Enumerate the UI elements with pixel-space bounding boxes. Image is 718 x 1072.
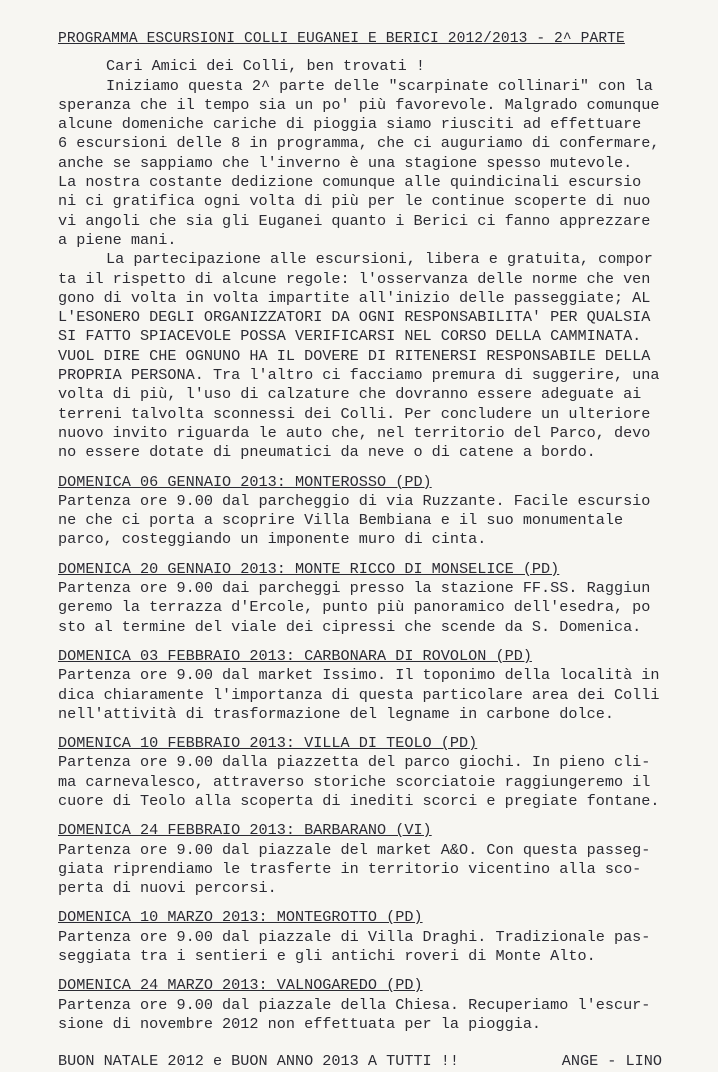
intro xyxy=(58,57,678,462)
event-description: Partenza ore 9.00 dal piazzale di Villa Draghi. Tradizionale pas- seggiata tra i sentieri e gli antichi roveri di Monte Alto. xyxy=(58,927,651,966)
event-section xyxy=(58,473,678,550)
event-description: Partenza ore 9.00 dal market Issimo. Il toponimo della località in dica chiaramente l'importanza di questa particolare area dei Colli nell'attività di trasformazione del legname in carbone dolce. xyxy=(58,666,660,723)
signature: ANGE - LINO xyxy=(561,1052,662,1071)
page-title: PROGRAMMA ESCURSIONI COLLI EUGANEI E BERICI 2012/2013 - 2^ PARTE xyxy=(58,31,625,47)
event-description: Partenza ore 9.00 dal piazzale del market A&O. Con questa passeg- giata riprendiamo le trasferte in territorio vicentino alla sco- perta di nuovi percorsi. xyxy=(58,840,651,898)
event-description: Partenza ore 9.00 dalla piazzetta del parco giochi. In pieno cli- ma carnevalesco, attraverso storiche scorciatoie raggiungeremo il cuore di Teolo alla scoperta di inediti scorci e pregiate fontane. xyxy=(58,753,660,810)
intro-paragraph-1: Iniziamo questa 2^ parte delle "scarpinate collinari" con la speranza che il tempo sia un po' più favorevole. Malgrado comunque alcune domeniche cariche di pioggia siamo riusciti ad effettuare 6 escursioni delle 8 in programma, che ci auguriamo di confermare, anche se sappiamo che l'inverno è una stagione spesso mutevole. xyxy=(58,76,660,172)
event-heading: DOMENICA 10 FEBBRAIO 2013: VILLA DI TEOLO (PD) xyxy=(58,734,478,753)
event-section xyxy=(58,560,678,637)
intro-paragraph-2: La nostra costante dedizione comunque alle quindicinali escursio ni ci gratifica ogni volta di più per le continue scoperte di nuo vi angoli che sia gli Euganei quanto i Berici ci fanno apprezzare a piene mani. xyxy=(58,173,651,249)
event-heading: DOMENICA 24 FEBBRAIO 2013: BARBARANO (VI) xyxy=(58,821,432,840)
event-description: Partenza ore 9.00 dal parcheggio di via Ruzzante. Facile escursio ne che ci porta a scoprire Villa Bembiana e il suo monumentale parco, costeggiando un imponente muro di cinta. xyxy=(58,491,651,549)
event-section xyxy=(58,647,678,724)
event-description: Partenza ore 9.00 dal piazzale della Chiesa. Recuperiamo l'escur- sione di novembre 2012 non effettuata per la pioggia. xyxy=(58,995,651,1033)
event-section xyxy=(58,821,678,898)
greeting: Cari Amici dei Colli, ben trovati ! xyxy=(106,57,425,76)
event-section xyxy=(58,734,678,811)
event-heading: DOMENICA 03 FEBBRAIO 2013: CARBONARA DI ROVOLON (PD) xyxy=(58,646,532,665)
event-heading: DOMENICA 06 GENNAIO 2013: MONTEROSSO (PD) xyxy=(58,472,432,491)
event-section xyxy=(58,976,678,1034)
event-section xyxy=(58,908,678,966)
event-heading: DOMENICA 24 MARZO 2013: VALNOGAREDO (PD) xyxy=(58,976,423,995)
event-heading: DOMENICA 10 MARZO 2013: MONTEGROTTO (PD) xyxy=(58,908,423,927)
intro-paragraph-3: La partecipazione alle escursioni, libera e gratuita, compor ta il rispetto di alcune regole: l'osservanza delle norme che ven gono di volta in volta impartite all'inizio delle passeggiate; AL L'ESONERO DEGLI ORGANIZZATORI DA OGNI RESPONSABILITA' PER QUALSIA SI FATTO SPIACEVOLE POSSA VERIFICARSI NEL CORSO DELLA CAMMINATA. VUOL DIRE CHE OGNUNO HA IL DOVERE DI RITENERSI RESPONSABILE DELLA PROPRIA PERSONA. Tra l'altro ci facciamo premura di suggerire, una volta di più, l'uso di calzature che dovranno essere adeguate ai terreni talvolta sconnessi dei Colli. Per concludere un ulteriore nuovo invito riguarda le auto che, nel territorio del Parco, devo no essere dotate di pneumatici da neve o di catene a bordo. xyxy=(58,250,660,462)
event-description: Partenza ore 9.00 dai parcheggi presso la stazione FF.SS. Raggiun geremo la terrazza d'Ercole, punto più panoramico dell'esedra, po sto al termine del viale dei cipressi che scende da S. Domenica. xyxy=(58,579,651,636)
closing-greeting: BUON NATALE 2012 e BUON ANNO 2013 A TUTTI !! xyxy=(58,1052,460,1071)
footer xyxy=(58,1052,678,1071)
event-heading: DOMENICA 20 GENNAIO 2013: MONTE RICCO DI MONSELICE (PD) xyxy=(58,559,560,578)
